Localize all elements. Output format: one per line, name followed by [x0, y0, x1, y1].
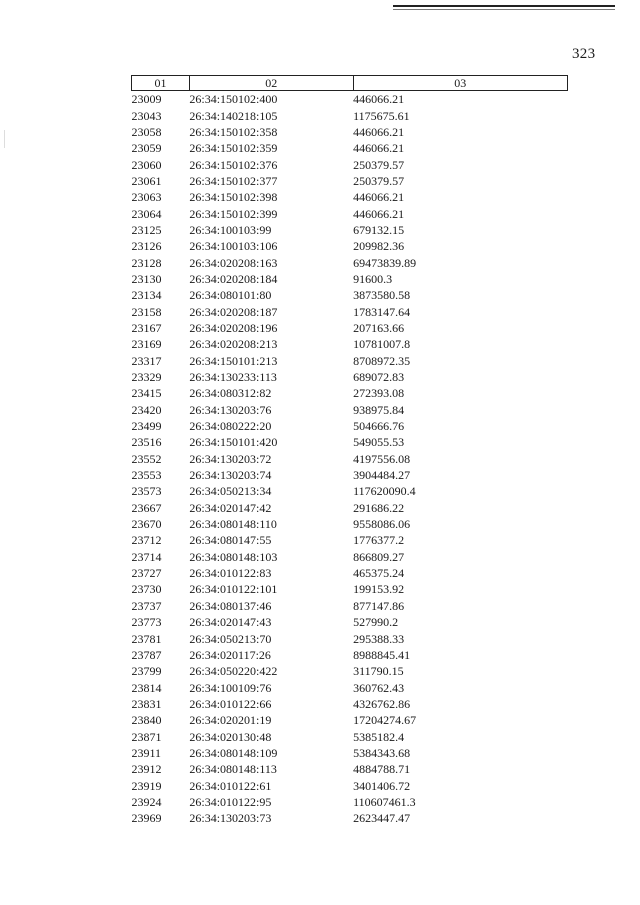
- table-row: [132, 483, 568, 499]
- cell-value: 8708972.35: [353, 353, 411, 368]
- cell-cadastral-number: 26:34:150102:359: [189, 141, 278, 156]
- cell-id: 23787: [131, 647, 162, 662]
- table-header: [132, 76, 568, 91]
- cell-value: 250379.57: [353, 157, 405, 172]
- cell-cadastral-number: 26:34:020208:187: [189, 304, 278, 319]
- cell-id: 23329: [131, 370, 162, 385]
- table-row: [132, 581, 568, 597]
- column-header-02: 02: [189, 76, 353, 91]
- cell-id: 23814: [131, 680, 162, 695]
- cell-cadastral-number: 26:34:150102:358: [189, 124, 278, 139]
- cell-value: 866809.27: [353, 549, 405, 564]
- cell-cadastral-number: 26:34:130203:74: [189, 468, 272, 483]
- header-rule: [393, 5, 615, 7]
- cell-cadastral-number: 26:34:020201:19: [189, 713, 272, 728]
- cell-id: 23130: [131, 271, 162, 286]
- cell-cadastral-number: 26:34:100109:76: [189, 680, 272, 695]
- cell-value: 446066.21: [353, 190, 405, 205]
- cell-cadastral-number: 26:34:130233:113: [189, 370, 277, 385]
- cell-value: 4197556.08: [353, 451, 411, 466]
- cell-id: 23781: [131, 631, 162, 646]
- cell-value: 117620090.4: [353, 484, 416, 499]
- cell-cadastral-number: 26:34:010122:101: [189, 582, 278, 597]
- table-row: [132, 402, 568, 418]
- table-row: [132, 222, 568, 238]
- cell-cadastral-number: 26:34:080312:82: [189, 386, 272, 401]
- table-row: [132, 107, 568, 123]
- cell-id: 23670: [131, 517, 162, 532]
- table-row: [132, 238, 568, 254]
- cell-cadastral-number: 26:34:050220:422: [189, 664, 278, 679]
- cell-cadastral-number: 26:34:020208:163: [189, 255, 278, 270]
- cell-cadastral-number: 26:34:150101:213: [189, 353, 278, 368]
- table-row: [132, 516, 568, 532]
- cell-cadastral-number: 26:34:150102:399: [189, 206, 278, 221]
- cell-id: 23871: [131, 729, 162, 744]
- cell-id: 23499: [131, 419, 162, 434]
- header-rule-thin: [393, 9, 615, 10]
- cell-id: 23714: [131, 549, 162, 564]
- cell-cadastral-number: 26:34:150102:376: [189, 157, 278, 172]
- cell-value: 110607461.3: [353, 794, 416, 809]
- cell-value: 91600.3: [353, 271, 393, 286]
- cell-id: 23552: [131, 451, 162, 466]
- table-row: [132, 810, 568, 826]
- cell-id: 23134: [131, 288, 162, 303]
- cell-id: 23061: [131, 173, 162, 188]
- table-row: [132, 91, 568, 108]
- cell-cadastral-number: 26:34:140218:105: [189, 108, 278, 123]
- cell-value: 1175675.61: [353, 108, 410, 123]
- cell-value: 527990.2: [353, 615, 399, 630]
- cell-id: 23158: [131, 304, 162, 319]
- table-header-row: [132, 76, 568, 91]
- table-row: [132, 598, 568, 614]
- cell-id: 23516: [131, 435, 162, 450]
- cell-value: 3904484.27: [353, 468, 411, 483]
- table-row: [132, 679, 568, 695]
- table-row: [132, 467, 568, 483]
- cell-value: 10781007.8: [353, 337, 411, 352]
- cell-value: 446066.21: [353, 92, 405, 107]
- table-row: [132, 254, 568, 270]
- cell-value: 295388.33: [353, 631, 405, 646]
- cell-id: 23911: [131, 745, 162, 760]
- cell-cadastral-number: 26:34:080137:46: [189, 598, 272, 613]
- cell-id: 23712: [131, 533, 162, 548]
- cell-cadastral-number: 26:34:010122:83: [189, 566, 272, 581]
- table-row: [132, 205, 568, 221]
- table-row: [132, 156, 568, 172]
- cell-id: 23420: [131, 402, 162, 417]
- cell-id: 23060: [131, 157, 162, 172]
- cell-cadastral-number: 26:34:130203:73: [189, 811, 272, 826]
- cell-cadastral-number: 26:34:020130:48: [189, 729, 272, 744]
- cell-id: 23167: [131, 320, 162, 335]
- cell-cadastral-number: 26:34:010122:61: [189, 778, 272, 793]
- table-row: [132, 761, 568, 777]
- cell-id: 23831: [131, 696, 162, 711]
- table-row: [132, 630, 568, 646]
- table-row: [132, 451, 568, 467]
- cell-cadastral-number: 26:34:080148:103: [189, 549, 278, 564]
- cell-id: 23059: [131, 141, 162, 156]
- table-row: [132, 565, 568, 581]
- cell-value: 3401406.72: [353, 778, 411, 793]
- table-row: [132, 663, 568, 679]
- cell-id: 23128: [131, 255, 162, 270]
- table-row: [132, 140, 568, 156]
- cell-cadastral-number: 26:34:150102:377: [189, 173, 278, 188]
- cell-cadastral-number: 26:34:100103:99: [189, 222, 272, 237]
- cell-cadastral-number: 26:34:080148:109: [189, 745, 278, 760]
- cell-id: 23573: [131, 484, 162, 499]
- cell-value: 4326762.86: [353, 696, 411, 711]
- table-row: [132, 777, 568, 793]
- cell-value: 938975.84: [353, 402, 405, 417]
- table-row: [132, 500, 568, 516]
- cell-value: 2623447.47: [353, 811, 411, 826]
- cell-cadastral-number: 26:34:020208:196: [189, 320, 278, 335]
- table-row: [132, 287, 568, 303]
- cell-value: 5384343.68: [353, 745, 411, 760]
- table-row: [132, 434, 568, 450]
- table-row: [132, 369, 568, 385]
- cell-cadastral-number: 26:34:130203:76: [189, 402, 272, 417]
- cell-cadastral-number: 26:34:020147:42: [189, 500, 272, 515]
- cell-cadastral-number: 26:34:010122:66: [189, 696, 272, 711]
- cell-id: 23553: [131, 468, 162, 483]
- cell-cadastral-number: 26:34:020117:26: [189, 647, 271, 662]
- cell-cadastral-number: 26:34:100103:106: [189, 239, 278, 254]
- cell-id: 23727: [131, 566, 162, 581]
- cell-cadastral-number: 26:34:150101:420: [189, 435, 278, 450]
- cell-id: 23058: [131, 124, 162, 139]
- cell-value: 689072.83: [353, 370, 405, 385]
- cell-cadastral-number: 26:34:010122:95: [189, 794, 272, 809]
- cell-value: 272393.08: [353, 386, 405, 401]
- cell-value: 1783147.64: [353, 304, 411, 319]
- page-number: 323: [572, 46, 596, 62]
- cell-value: 311790.15: [353, 664, 404, 679]
- scan-artifact: [4, 130, 5, 148]
- table-row: [132, 303, 568, 319]
- cell-cadastral-number: 26:34:080222:20: [189, 419, 272, 434]
- cell-id: 23667: [131, 500, 162, 515]
- cell-id: 23317: [131, 353, 162, 368]
- cell-cadastral-number: 26:34:150102:400: [189, 92, 278, 107]
- table-row: [132, 271, 568, 287]
- cell-id: 23169: [131, 337, 162, 352]
- cell-value: 8988845.41: [353, 647, 411, 662]
- cell-cadastral-number: 26:34:020147:43: [189, 615, 272, 630]
- cell-value: 877147.86: [353, 598, 405, 613]
- table-row: [132, 124, 568, 140]
- cell-value: 465375.24: [353, 566, 405, 581]
- cell-value: 446066.21: [353, 124, 405, 139]
- cell-value: 207163.66: [353, 320, 405, 335]
- cell-value: 679132.15: [353, 222, 405, 237]
- cell-value: 504666.76: [353, 419, 405, 434]
- table-row: [132, 418, 568, 434]
- cell-id: 23969: [131, 811, 162, 826]
- table-row: [132, 385, 568, 401]
- table-row: [132, 353, 568, 369]
- cell-value: 446066.21: [353, 206, 405, 221]
- cell-id: 23919: [131, 778, 162, 793]
- column-header-03: 03: [353, 76, 567, 91]
- cell-id: 23009: [131, 92, 162, 107]
- cell-id: 23064: [131, 206, 162, 221]
- table-row: [132, 189, 568, 205]
- cell-value: 3873580.58: [353, 288, 411, 303]
- table-row: [132, 728, 568, 744]
- cell-id: 23737: [131, 598, 162, 613]
- cell-id: 23063: [131, 190, 162, 205]
- cell-id: 23415: [131, 386, 162, 401]
- cell-cadastral-number: 26:34:080148:110: [189, 517, 277, 532]
- cell-value: 1776377.2: [353, 533, 405, 548]
- cell-id: 23773: [131, 615, 162, 630]
- table-body: [132, 91, 568, 827]
- table-row: [132, 336, 568, 352]
- cell-value: 5385182.4: [353, 729, 405, 744]
- column-header-01: 01: [132, 76, 190, 91]
- cell-cadastral-number: 26:34:080148:113: [189, 762, 277, 777]
- cell-value: 549055.53: [353, 435, 405, 450]
- cell-cadastral-number: 26:34:080101:80: [189, 288, 272, 303]
- table-row: [132, 549, 568, 565]
- table-row: [132, 173, 568, 189]
- cell-value: 4884788.71: [353, 762, 411, 777]
- table-row: [132, 320, 568, 336]
- cell-id: 23043: [131, 108, 162, 123]
- cell-cadastral-number: 26:34:150102:398: [189, 190, 278, 205]
- cell-cadastral-number: 26:34:050213:70: [189, 631, 272, 646]
- cell-id: 23912: [131, 762, 162, 777]
- cell-cadastral-number: 26:34:020208:213: [189, 337, 278, 352]
- table-row: [132, 696, 568, 712]
- cell-id: 23730: [131, 582, 162, 597]
- data-table: [131, 75, 568, 826]
- cell-value: 250379.57: [353, 173, 405, 188]
- cell-id: 23125: [131, 222, 162, 237]
- cell-value: 69473839.89: [353, 255, 417, 270]
- cell-id: 23924: [131, 794, 162, 809]
- cell-value: 209982.36: [353, 239, 405, 254]
- cell-cadastral-number: 26:34:130203:72: [189, 451, 272, 466]
- table-row: [132, 745, 568, 761]
- cell-value: 446066.21: [353, 141, 405, 156]
- table-row: [132, 794, 568, 810]
- cell-value: 291686.22: [353, 500, 405, 515]
- cell-cadastral-number: 26:34:080147:55: [189, 533, 272, 548]
- table-row: [132, 712, 568, 728]
- table-row: [132, 647, 568, 663]
- cell-id: 23126: [131, 239, 162, 254]
- cell-cadastral-number: 26:34:020208:184: [189, 271, 278, 286]
- cell-id: 23799: [131, 664, 162, 679]
- cell-value: 9558086.06: [353, 517, 411, 532]
- cell-id: 23840: [131, 713, 162, 728]
- cell-value: 17204274.67: [353, 713, 417, 728]
- table-row: [132, 614, 568, 630]
- cell-cadastral-number: 26:34:050213:34: [189, 484, 272, 499]
- cell-value: 360762.43: [353, 680, 405, 695]
- cell-value: 199153.92: [353, 582, 405, 597]
- table-row: [132, 532, 568, 548]
